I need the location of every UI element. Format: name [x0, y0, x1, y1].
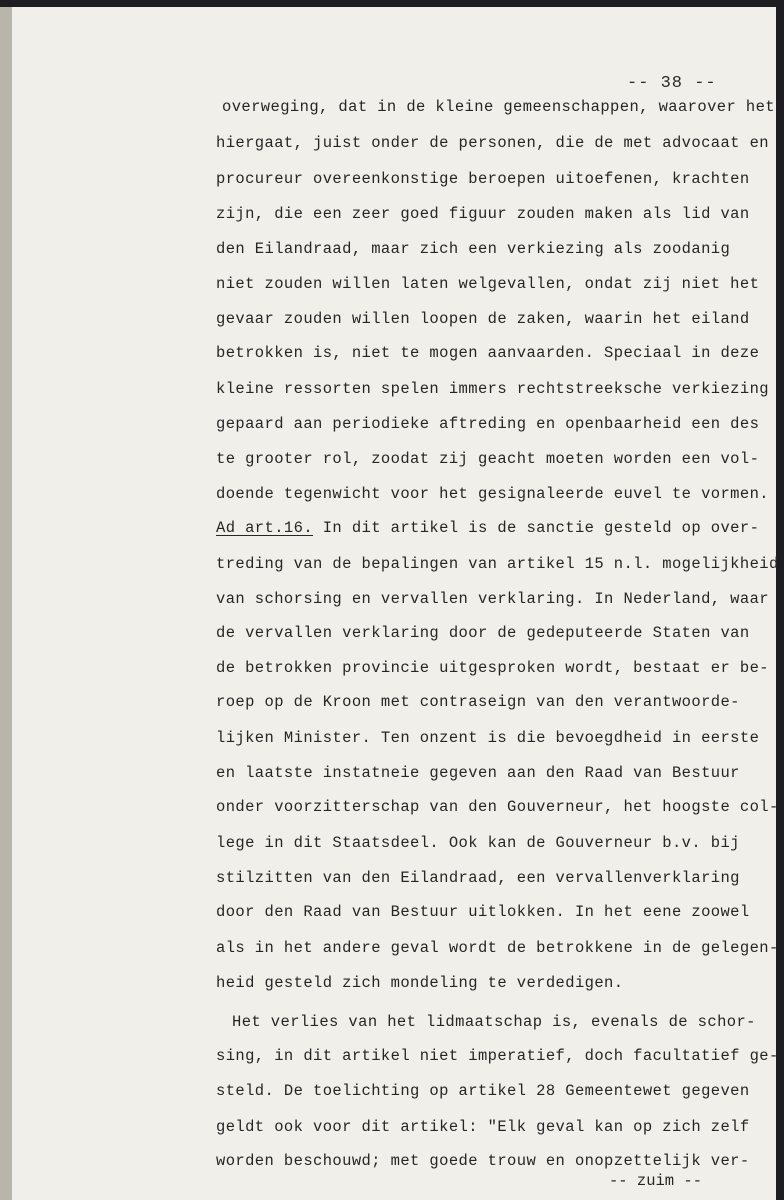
text-line: procureur overeenkonstige beroepen uitoefenen, krachten [216, 170, 750, 188]
text-line: onder voorzitterschap van den Gouverneur, het hoogste col- [216, 798, 779, 816]
catchword: -- zuim -- [609, 1172, 703, 1190]
text-line: geldt ook voor dit artikel: "Elk geval kan op zich zelf [216, 1118, 750, 1136]
article-line-text: In dit artikel is de sanctie gesteld op over- [313, 519, 760, 537]
article-line [216, 519, 759, 537]
text-line: kleine ressorten spelen immers rechtstreeksche verkiezing [216, 380, 769, 398]
text-line: en laatste instatneie gegeven aan den Raad van Bestuur [216, 764, 740, 782]
text-line: van schorsing en vervallen verklaring. In Nederland, waar [216, 590, 769, 608]
text-line: overweging, dat in de kleine gemeenschappen, waarover het [222, 98, 775, 116]
text-line: de betrokken provincie uitgesproken wordt, bestaat er be- [216, 659, 769, 677]
text-line: betrokken is, niet te mogen aanvaarden. Speciaal in deze [216, 344, 760, 362]
text-line: te grooter rol, zoodat zij geacht moeten worden een vol- [216, 450, 760, 468]
text-line: lege in dit Staatsdeel. Ook kan de Gouverneur b.v. bij [216, 834, 740, 852]
article-heading: Ad art.16. [216, 519, 314, 537]
text-line: stilzitten van den Eilandraad, een vervallenverklaring [216, 869, 740, 887]
text-line: den Eilandraad, maar zich een verkiezing als zoodanig [216, 240, 731, 258]
text-line: zijn, die een zeer goed figuur zouden maken als lid van [216, 205, 750, 223]
text-line: hiergaat, juist onder de personen, die de met advocaat en [216, 134, 769, 152]
text-line: heid gesteld zich mondeling te verdedigen. [216, 974, 624, 992]
text-line: gepaard aan periodieke aftreding en openbaarheid een des [216, 415, 760, 433]
text-line: doende tegenwicht voor het gesignaleerde euvel te vormen. [216, 485, 769, 503]
text-line: steld. De toelichting op artikel 28 Gemeentewet gegeven [216, 1082, 750, 1100]
text-line: niet zouden willen laten welgevallen, ondat zij niet het [216, 275, 760, 293]
text-line: gevaar zouden willen loopen de zaken, waarin het eiland [216, 310, 750, 328]
text-line: door den Raad van Bestuur uitlokken. In het eene zoowel [216, 903, 750, 921]
text-line: als in het andere geval wordt de betrokkene in de gelegen- [216, 939, 779, 957]
text-line: de vervallen verklaring door de gedeputeerde Staten van [216, 624, 750, 642]
text-line: lijken Minister. Ten onzent is die bevoegdheid in eerste [216, 729, 760, 747]
page-number: -- 38 -- [627, 74, 717, 93]
text-line: worden beschouwd; met goede trouw en onopzettelijk ver- [216, 1152, 750, 1170]
paragraph-first-line: Het verlies van het lidmaatschap is, evenals de schor- [232, 1013, 756, 1031]
text-line: roep op de Kroon met contraseign van den verantwoorde- [216, 693, 740, 711]
text-line: treding van de bepalingen van artikel 15 n.l. mogelijkheid [216, 555, 779, 573]
text-line: sing, in dit artikel niet imperatief, doch facultatief ge- [216, 1047, 779, 1065]
